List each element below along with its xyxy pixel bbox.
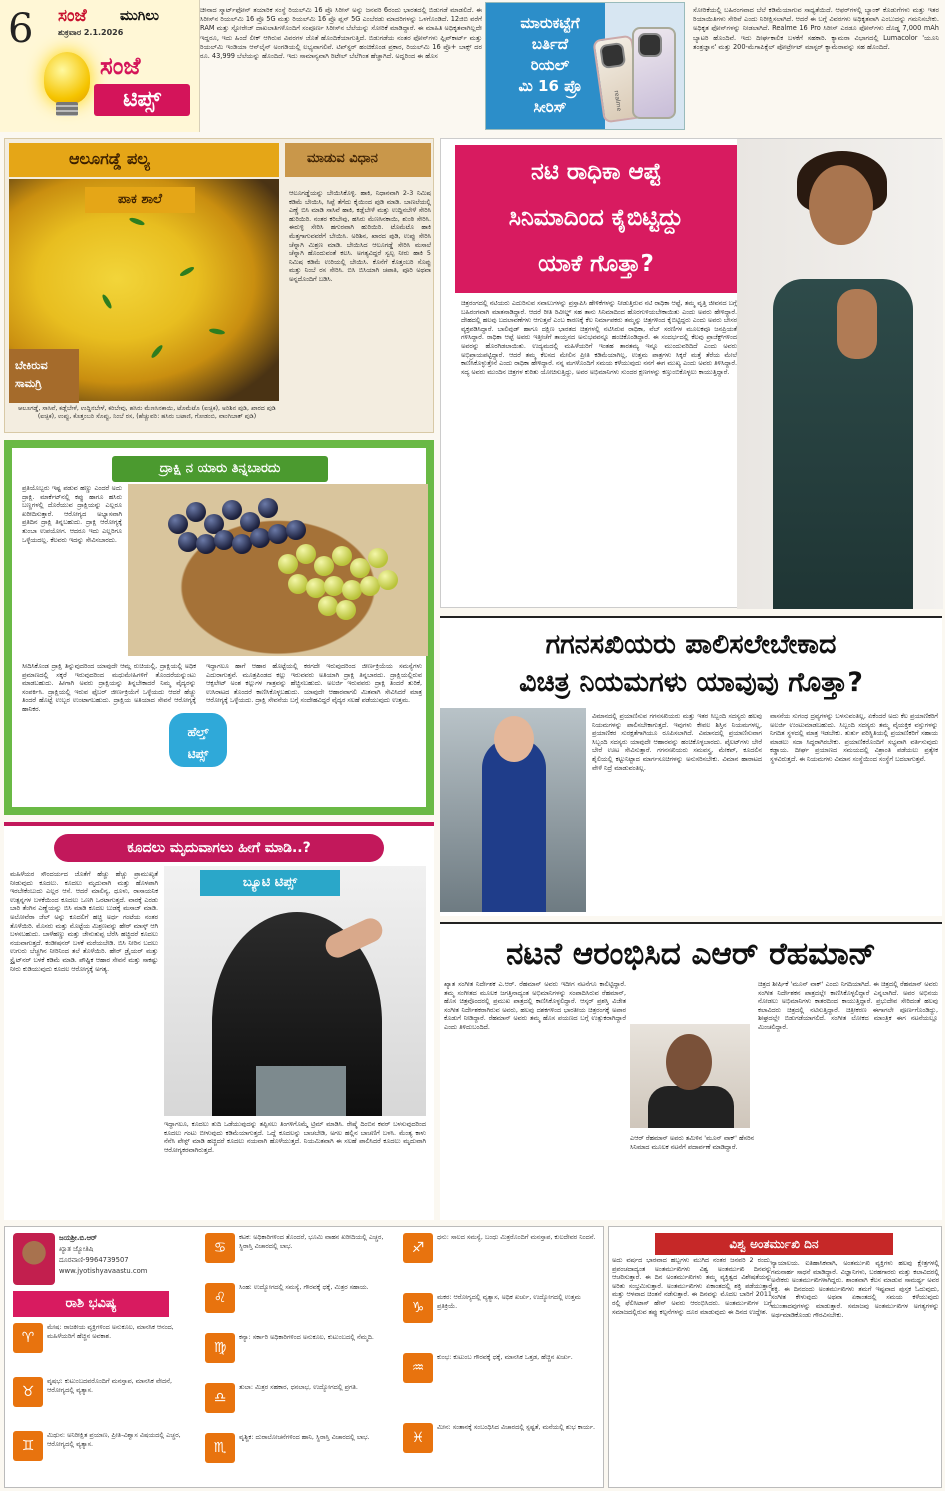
zodiac-icon: ♉ xyxy=(13,1377,43,1407)
kitchen-label: ಪಾಕ ಶಾಲೆ xyxy=(85,187,195,213)
zodiac-icon: ♊ xyxy=(13,1431,43,1461)
astrology-section xyxy=(4,1226,604,1488)
green-grape xyxy=(332,546,352,566)
rahman-headline: ನಟನೆ ಆರಂಭಿಸಿದ ಎಆರ್ ರೆಹಮಾನ್ xyxy=(506,936,876,972)
ad-line: ಸೀರಿಸ್ xyxy=(533,98,567,116)
zodiac-icon: ♌ xyxy=(205,1283,235,1313)
lightbulb-base-icon xyxy=(56,102,78,116)
zodiac-text: ಕುಂಭ: ಕುಟುಂಬ ಗೌರವಕ್ಕೆ ಧಕ್ಕೆ, ಮಾನಸಿಕ ಒತ್ತಡ, ಹೆಚ್ಚಿನ ಖರ್ಚು. xyxy=(437,1353,573,1361)
green-grape xyxy=(318,596,338,616)
green-grape xyxy=(342,580,362,600)
hair-image xyxy=(164,866,426,1116)
face-figure xyxy=(494,716,534,762)
purple-grape xyxy=(232,534,252,554)
phone-brand-label: realme xyxy=(612,89,623,112)
curry-leaf-icon xyxy=(179,265,195,277)
air-hostess-headline xyxy=(440,626,942,706)
grapes-text-col1: ಪ್ರತಿಯೊಬ್ಬರು ಇಷ್ಟ ಪಡುವ ಹಣ್ಣು ಎಂದರೆ ಅದು ದ್ರಾಕ್ಷಿ. ಮಾರ್ಕೆಟ್‌ನಲ್ಲಿ ಕಪ್ಪು ಹಾಗೂ ಹಸಿರು ಬಣ್ಣಗಳಲ್ಲಿ ದೊರೆಯುವ ದ್ರಾಕ್ಷಿಯನ್ನು ಎಲ್ಲರೂ ಖರೀದಿಸುತ್ತಾರೆ. ಆರೋಗ್ಯದ ಅಭ್ಯಾಸವಾಗಿ ಪ್ರತಿದಿನ ದ್ರಾಕ್ಷಿ ತಿನ್ನಬಹುದು. ದ್ರಾಕ್ಷಿ ಆರೋಗ್ಯಕ್ಕೆ ತುಂಬಾ ಉಪಯೋಗ. ಆದರೂ ಇದು ಎಲ್ಲರಿಗೂ ಒಳ್ಳೆಯದಲ್ಲ. ಕೆಲವರು ಇದನ್ನು ಸೇವಿಸಬಾರದು. xyxy=(22,484,122,544)
grapes-title: ದ್ರಾಕ್ಷಿ ನ ಯಾರು ತಿನ್ನಬಾರದು xyxy=(112,456,328,482)
curry-leaf-icon xyxy=(150,344,164,359)
recipe-section xyxy=(4,138,434,433)
purple-grape xyxy=(186,502,206,522)
headline-line: ಗಗನಸಖಿಯರು ಪಾಲಿಸಲೇಬೇಕಾದ xyxy=(545,629,837,660)
ad-line: ರಿಯಲ್ xyxy=(530,56,570,74)
astrologer-name: ಜಯಶ್ರೀ.ಬಿ.ಆರ್ xyxy=(59,1234,97,1242)
hostess-figure xyxy=(482,738,546,912)
badge-line: ಹೆಲ್ತ್ xyxy=(187,725,209,739)
ad-line: ಮಾರುಕಟ್ಟೆಗೆ xyxy=(520,14,580,32)
headline-line: ವಿಚಿತ್ರ ನಿಯಮಗಳು ಯಾವುವು ಗೊತ್ತಾ? xyxy=(519,667,863,698)
zodiac-icon: ♎ xyxy=(205,1383,235,1413)
recipe-method-title: ಮಾಡುವ ವಿಧಾನ xyxy=(285,143,431,177)
page-number: 6 xyxy=(8,6,34,52)
purple-grape xyxy=(196,534,216,554)
zodiac-icon: ♏ xyxy=(205,1433,235,1463)
ad-line: ಮಿ 16 ಪ್ರೊ xyxy=(518,77,582,95)
grapes-section xyxy=(4,440,434,815)
astrologer-info xyxy=(59,1233,169,1291)
green-grape xyxy=(314,556,334,576)
introverts-text-right: ನ್ಯಾಯಾಲಯ. ಐತಿಹಾಸಿಕವಾಗಿ, ಅಂತರ್ಮುಖಿ ವ್ಯಕ್ತಿಗಳು ಹಲವು ಕ್ಷೇತ್ರಗಳಲ್ಲಿ ಗಮನಾರ್ಹ ಸಾಧನೆ ಮಾಡಿದ್ದಾರೆ. ವಿಜ್ಞಾನಿಗಳು, ಬರಹಗಾರರು ಮತ್ತು ಕಲಾವಿದರಲ್ಲಿ ಅನೇಕರು ಅಂತರ್ಮುಖಿಗಳಾಗಿದ್ದರು. ಶಾಂತವಾಗಿ ಕೆಲಸ ಮಾಡುವ ಸಾಮರ್ಥ್ಯ ಅವರ ಶಕ್ತಿ. ಈ ದಿನದಂದು ಅಂತರ್ಮುಖಿಗಳು ತಮಗೆ ಇಷ್ಟವಾದ ಪುಸ್ತಕ ಓದುವುದು, ಸಂಗೀತ ಕೇಳುವುದು ಅಥವಾ ಏಕಾಂತದಲ್ಲಿ ಸಮಯ ಕಳೆಯುವುದು ಮುಂತಾದವುಗಳನ್ನು ಮಾಡುತ್ತಾರೆ. ಸಮಾಜವು ಅಂತರ್ಮುಖಿಗಳ ಅಗತ್ಯಗಳನ್ನು ಅರ್ಥಮಾಡಿಕೊಂಡು ಗೌರವಿಸಬೇಕು. xyxy=(771,1259,939,1319)
hair-text-col1: ಮಹಿಳೆಯರ ಸೌಂದರ್ಯದ ಜೊತೆಗೆ ಹೆಚ್ಚು ಹೆಚ್ಚು ಪ್ರಾಮುಖ್ಯತೆ ನೀಡುವುದು ಕೂದಲು. ಕೂದಲು ಮೃದುವಾಗಿ ಮತ್ತು ಹೊಳಪಾಗಿ ಇರಬೇಕೆಂಬುದು ಎಲ್ಲರ ಆಸೆ. ಆದರೆ ಮಾಲಿನ್ಯ, ಧೂಳು, ರಾಸಾಯನಿಕ ಉತ್ಪನ್ನಗಳ ಬಳಕೆಯಿಂದ ಕೂದಲು ಒಣಗಿ ಒರಟಾಗುತ್ತದೆ. ವಾರಕ್ಕೆ ಎರಡು ಬಾರಿ ತೆಂಗಿನ ಎಣ್ಣೆಯನ್ನು ಬಿಸಿ ಮಾಡಿ ಕೂದಲ ಬುಡಕ್ಕೆ ಮಸಾಜ್ ಮಾಡಿ. ಅಲೋವೆರಾ ಜೆಲ್ ಅನ್ನು ಕೂದಲಿಗೆ ಹಚ್ಚಿ ಅರ್ಧ ಗಂಟೆಯ ನಂತರ ತೊಳೆಯಿರಿ. ಮೊಸರು ಮತ್ತು ಮೊಟ್ಟೆಯ ಮಿಶ್ರಣವನ್ನು ಹೇರ್ ಮಾಸ್ಕ್ ಆಗಿ ಬಳಸಬಹುದು. ಬಾಳೆಹಣ್ಣು ಮತ್ತು ಜೇನುತುಪ್ಪ ಬೆರೆಸಿ ಹಚ್ಚಿದರೆ ಕೂದಲು ನಯವಾಗುತ್ತದೆ. ಕಂಡೀಷನರ್ ಬಳಕೆ ಮರೆಯಬೇಡಿ. ಬಿಸಿ ನೀರಿನ ಬದಲು ಉಗುರು ಬೆಚ್ಚಗಿನ ನೀರಿನಿಂದ ತಲೆ ತೊಳೆಯಿರಿ. ಹೇರ್ ಡ್ರೈಯರ್ ಮತ್ತು ಸ್ಟ್ರೈಟ್‌ನರ್ ಬಳಕೆ ಕಡಿಮೆ ಮಾಡಿ. ಪೌಷ್ಟಿಕ ಆಹಾರ ಸೇವನೆ ಮತ್ತು ಸಾಕಷ್ಟು ನೀರು ಕುಡಿಯುವುದು ಕೂದಲ ಆರೋಗ್ಯಕ್ಕೆ ಅಗತ್ಯ. xyxy=(10,870,158,973)
zodiac-icon: ♐ xyxy=(403,1233,433,1263)
introverts-text-left: ಅದು ವರ್ಷದ ಭಾರವಾದ ಹಬ್ಬಗಳು ಮುಗಿದ ನಂತರ ಜನವರಿ 2 ರಂದು, ಪ್ರಪಂಚದಾದ್ಯಂತ ಅಂತರ್ಮುಖಿಗಳು ವಿಶ್ವ ಅಂತರ್ಮುಖಿ ದಿನವನ್ನು ಆಚರಿಸುತ್ತಾರೆ. ಈ ದಿನ ಅಂತರ್ಮುಖಿಗಳು ತಮ್ಮ ವ್ಯಕ್ತಿತ್ವದ ವಿಶೇಷತೆಯನ್ನು ಅರಿತು ಸಂಭ್ರಮಿಸುತ್ತಾರೆ. ಅಂತರ್ಮುಖಿಗಳು ಏಕಾಂತದಲ್ಲಿ ಶಕ್ತಿ ಪಡೆಯುತ್ತಾರೆ ಮತ್ತು ಆಳವಾದ ಚಿಂತನೆ ನಡೆಸುತ್ತಾರೆ. ಈ ದಿನವನ್ನು ಮೊದಲ ಬಾರಿಗೆ 2011 ರಲ್ಲಿ ಫೆಲಿಸಿಟಾಸ್ ಹೇನ್ ಅವರು ಆರಂಭಿಸಿದರು. ಅಂತರ್ಮುಖಿಗಳ ಬಗ್ಗೆ ಸಮಾಜದಲ್ಲಿರುವ ತಪ್ಪು ಕಲ್ಪನೆಗಳನ್ನು ದೂರ ಮಾಡುವುದು ಈ ದಿನದ ಉದ್ದೇಶ. xyxy=(612,1256,772,1316)
hair-text-col2: ಇದ್ದಾಗಲೂ, ಕೂದಲು ತುದಿ ಒಡೆಯುವುದನ್ನು ತಪ್ಪಿಸಲು ತಿಂಗಳಿಗೊಮ್ಮೆ ಟ್ರಿಮ್ ಮಾಡಿಸಿ. ರೇಷ್ಮೆ ದಿಂಬಿನ ಕವರ್ ಬಳಸುವುದರಿಂದ ಕೂದಲು ಗಂಟು ಬೀಳುವುದು ಕಡಿಮೆಯಾಗುತ್ತದೆ. ಒದ್ದೆ ಕೂದಲನ್ನು ಬಾಚಬೇಡಿ, ಅಗಲ ಹಲ್ಲಿನ ಬಾಚಣಿಗೆ ಬಳಸಿ. ಮೆಂತ್ಯ ಕಾಳು ನೆನೆಸಿ ಪೇಸ್ಟ್ ಮಾಡಿ ಹಚ್ಚಿದರೆ ಕೂದಲು ನಯವಾಗಿ ಹೊಳೆಯುತ್ತದೆ. ನಿಯಮಿತವಾಗಿ ಈ ಸಲಹೆ ಪಾಲಿಸಿದರೆ ಕೂದಲು ಮೃದುವಾಗಿ ಆರೋಗ್ಯಕರವಾಗಿರುತ್ತದೆ. xyxy=(164,1120,426,1154)
rahman-text-col2: ಚಿತ್ರದ ಶೀರ್ಷಿಕೆ 'ಮೂನ್ ವಾಕ್' ಎಂದು ನಿಗದಿಯಾಗಿದೆ. ಈ ಚಿತ್ರದಲ್ಲಿ ರೆಹಮಾನ್ ಅವರು ಸಂಗೀತ ನಿರ್ದೇಶಕನ ಪಾತ್ರದಲ್ಲೇ ಕಾಣಿಸಿಕೊಳ್ಳಲಿದ್ದಾರೆ ಎನ್ನಲಾಗಿದೆ. ಅವರ ಅಭಿನಯ ನೋಡಲು ಅಭಿಮಾನಿಗಳು ಕಾತರದಿಂದ ಕಾಯುತ್ತಿದ್ದಾರೆ. ಪ್ರಭುದೇವ ಸೇರಿದಂತೆ ಹಲವು ಕಲಾವಿದರು ಚಿತ್ರದಲ್ಲಿ ನಟಿಸುತ್ತಿದ್ದಾರೆ. ಚಿತ್ರೀಕರಣ ಈಗಾಗಲೇ ಪೂರ್ಣಗೊಂಡಿದ್ದು, ಶೀಘ್ರದಲ್ಲೇ ಬಿಡುಗಡೆಯಾಗಲಿದೆ. ಸಂಗೀತ ಲೋಕದ ಮಾಂತ್ರಿಕ ಈಗ ನಟನೆಯಲ್ಲೂ ಮಿಂಚಲಿದ್ದಾರೆ. xyxy=(758,980,938,1031)
hair-section xyxy=(4,822,434,1220)
zodiac-text: ಮೀನ: ಸಂತಾನಕ್ಕೆ ಸಂಬಂಧಿಸಿದ ವಿಚಾರದಲ್ಲಿ ಸ್ಪಷ್ಟತೆ, ಮನೆಯಲ್ಲಿ ಶುಭ ಕಾರ್ಯ. xyxy=(437,1423,596,1431)
air-hostess-photo xyxy=(440,708,586,912)
zodiac-text: ವೃಶ್ಚಿಕ: ದುರಾಲೋಚನೆಗಳಿಂದ ಹಾನಿ, ಸ್ಥಿರಾಸ್ತಿ ವಿಚಾರದಲ್ಲಿ ಲಾಭ. xyxy=(239,1433,370,1441)
lightbulb-icon xyxy=(44,52,90,104)
zodiac-text: ಮಿಥುನ: ಅನಿರೀಕ್ಷಿತ ಪ್ರಯಾಣ, ಪ್ರೀತಿ-ವಿಶ್ವಾಸ ವಿಷಯದಲ್ಲಿ ಎಚ್ಚರ, ಆರೋಗ್ಯದಲ್ಲಿ ವ್ಯತ್ಯಾಸ. xyxy=(47,1431,181,1448)
astrologer-phone: ದೂರವಾಣಿ-9964739507 xyxy=(59,1256,129,1264)
astrologer-website[interactable]: www.jyotishyavaastu.com xyxy=(59,1267,148,1275)
zodiac-icon: ♓ xyxy=(403,1423,433,1453)
rahman-article xyxy=(440,922,942,1220)
radhika-headline xyxy=(455,145,737,293)
air-text-col1: ವಿಮಾನದಲ್ಲಿ ಪ್ರಯಾಣಿಸುವ ಗಗನಸಖಿಯರು ಮತ್ತು ಇತರ ಸಿಬ್ಬಂದಿ ಸದಸ್ಯರು ಹಲವು ನಿಯಮಗಳನ್ನು ಪಾಲಿಸಬೇಕಾಗುತ್ತದೆ. ಇವುಗಳು ಕೇವಲ ಶಿಸ್ತಿನ ನಿಯಮಗಳಲ್ಲ, ಪ್ರಯಾಣಿಕರ ಸುರಕ್ಷತೆಗಾಗಿಯೂ ರೂಪಿಸಲಾಗಿದೆ. ವಿಮಾನದಲ್ಲಿ ಪ್ರಯಾಣಿಸುವಾಗ ಸಿಬ್ಬಂದಿ ಸದಸ್ಯರು ಯಾವುದೇ ಆಹಾರವನ್ನು ಹಂಚಿಕೊಳ್ಳಬಾರದು. ಪೈಲಟ್‌ಗಳು ಬೇರೆ ಬೇರೆ ಊಟ ಸೇವಿಸುತ್ತಾರೆ. ಗಗನಸಖಿಯರು ಸಮವಸ್ತ್ರ, ಮೇಕಪ್, ಕೂದಲಿನ ಶೈಲಿಯಲ್ಲಿ ಕಟ್ಟುನಿಟ್ಟಾದ ಮಾರ್ಗಸೂಚಿಗಳನ್ನು ಅನುಸರಿಸಬೇಕು. ವಿಮಾನ ಹಾರಾಟದ ವೇಳೆ ನಿದ್ರೆ ಮಾಡುವಂತಿಲ್ಲ. xyxy=(592,712,762,772)
radhika-body-text: ಚಿತ್ರರಂಗದಲ್ಲಿ ನಟಿಯರು ಎದುರಿಸುವ ಸವಾಲುಗಳನ್ನು ಪ್ರಸ್ತಾಪಿಸಿ ಹೇಳಿಕೆಗಳನ್ನು ನೀಡುತ್ತಿರುವ ನಟಿ ರಾಧಿಕಾ ಆಪ್ಟೆ, ತಮ್ಮ ವೃತ್ತಿ ಜೀವನದ ಬಗ್ಗೆ ಬಹಿರಂಗವಾಗಿ ಮಾತನಾಡಿದ್ದಾರೆ. ಆದರೆ ರೀತಿ ರಿವೀಲ್ಡ್ ಸಹ ತಾನು ಸಿನಿಮಾದಿಂದ ಹೊರಗುಳಿಯಬೇಕಾಯಿತು ಎಂದು ಅವರು ಹೇಳಿದ್ದಾರೆ. ದೇಹದಲ್ಲಿ ಹಲವು ಬದಲಾವಣೆಗಳು ಆಗುತ್ತವೆ ಎಂಬ ಕಾರಣಕ್ಕೆ ಕೆಲ ನಿರ್ಮಾಪಕರು ತಮ್ಮನ್ನು ಚಿತ್ರಗಳಿಂದ ಕೈಬಿಟ್ಟಿದ್ದರು ಎಂದು ಅವರು ಬೇಸರ ವ್ಯಕ್ತಪಡಿಸಿದ್ದಾರೆ. ಬಾಲಿವುಡ್ ಹಾಗೂ ದಕ್ಷಿಣ ಭಾರತದ ಚಿತ್ರಗಳಲ್ಲಿ ನಟಿಸಿರುವ ರಾಧಿಕಾ, ವೆಬ್ ಸರಣಿಗಳ ಮೂಲಕವೂ ಜನಪ್ರಿಯತೆ ಗಳಿಸಿದ್ದಾರೆ. ರಾಧಿಕಾ ಆಪ್ಟೆ ಅವರು ಇತ್ತೀಚೆಗೆ ತಾಯ್ತನದ ಅನುಭವವನ್ನೂ ಹಂಚಿಕೊಂಡಿದ್ದಾರೆ. ಈ ಸಂದರ್ಭದಲ್ಲಿ ಕೆಲವು ಪ್ರಾಜೆಕ್ಟ್‌ಗಳಿಂದ ಅವರನ್ನು ಹೊರಗಿಡಲಾಯಿತು. ಉದ್ಯಮದಲ್ಲಿ ಮಹಿಳೆಯರಿಗೆ ಇಂತಹ ತಾರತಮ್ಯ ಇನ್ನೂ ಮುಂದುವರಿದಿದೆ ಎಂದು ಅವರು ಅಭಿಪ್ರಾಯಪಟ್ಟಿದ್ದಾರೆ. ಆದರೆ ತಮ್ಮ ಕೆಲಸದ ಮೇಲಿನ ಪ್ರೀತಿ ಕಡಿಮೆಯಾಗಿಲ್ಲ, ಉತ್ತಮ ಪಾತ್ರಗಳು ಸಿಕ್ಕರೆ ಮತ್ತೆ ತೆರೆಯ ಮೇಲೆ ಕಾಣಿಸಿಕೊಳ್ಳುತ್ತೇನೆ ಎಂದು ರಾಧಿಕಾ ಹೇಳಿದ್ದಾರೆ. ನನ್ನ ಮಗಳೊಂದಿಗೆ ಸಮಯ ಕಳೆಯುವುದು ನನಗೆ ಈಗ ಮುಖ್ಯ ಎಂದು ಅವರು ತಿಳಿಸಿದ್ದಾರೆ. ಸದ್ಯ ಅವರು ಮುಂದಿನ ಚಿತ್ರಗಳ ಕುರಿತು ಯೋಚಿಸುತ್ತಿದ್ದು, ಅವರ ಅಭಿಮಾನಿಗಳು ಸುಂದರ ಕ್ಷಣಗಳನ್ನು ಕಣ್ತುಂಬಿಕೊಳ್ಳಲು ಕಾಯುತ್ತಿದ್ದಾರೆ. xyxy=(461,299,737,376)
beauty-tips-badge: ಬ್ಯೂಟಿ ಟಿಪ್ಸ್ xyxy=(200,870,340,896)
green-grape xyxy=(378,570,398,590)
zodiac-icon: ♍ xyxy=(205,1333,235,1363)
zodiac-text: ಧನು: ಸಾಲದ ಸಮಸ್ಯೆ, ಬಂಧು ಮಿತ್ರರೊಂದಿಗೆ ಮನಸ್ತಾಪ, ಕುಲದೇವರ ನಿಂದನೆ. xyxy=(437,1233,596,1241)
hair-title: ಕೂದಲು ಮೃದುವಾಗಲು ಹೀಗೆ ಮಾಡಿ..? xyxy=(54,834,384,862)
zodiac-text: ಸಿಂಹ: ಉದ್ಯೋಗದಲ್ಲಿ ಸಮಸ್ಯೆ, ಗೌರವಕ್ಕೆ ಧಕ್ಕೆ, ಮಿತ್ರರ ಸಹಾಯ. xyxy=(239,1283,369,1291)
headline-line: ಯಾಕೆ ಗೊತ್ತಾ? xyxy=(538,251,654,277)
curry-leaf-icon xyxy=(129,216,146,226)
camera-icon xyxy=(640,35,660,55)
arm-figure xyxy=(837,289,877,359)
purple-grape xyxy=(286,520,306,540)
purple-grape xyxy=(222,500,242,520)
zodiac-text: ತುಲಾ: ಮಿತ್ರರ ಸಹಕಾರ, ಧನಲಾಭ, ಉದ್ಯೋಗದಲ್ಲಿ ಪ್ರಗತಿ. xyxy=(239,1383,358,1391)
headline-line: ಸಿನಿಮಾದಿಂದ ಕೈಬಿಟ್ಟಿದ್ದು xyxy=(508,205,684,231)
phone-ad xyxy=(485,2,685,130)
grapes-basket-image xyxy=(128,484,428,656)
green-grape xyxy=(296,544,316,564)
ad-line: ಬರ್ತಿದೆ xyxy=(531,35,569,53)
face-figure xyxy=(809,165,873,245)
tips-logo-top: ಸಂಜೆ xyxy=(100,52,141,80)
zodiac-text: ಕಟಕ: ಅಧಿಕಾರಿಗಳಿಂದ ತೊಂದರೆ, ಭೂಮಿ ವಾಹನ ಖರೀದಿಯಲ್ಲಿ ಎಚ್ಚರ, ಸ್ಥಿರಾಸ್ತಿ ವಿಚಾರದಲ್ಲಿ ಲಾಭ. xyxy=(239,1233,384,1250)
purple-grape xyxy=(178,532,198,552)
zodiac-icon: ♒ xyxy=(403,1353,433,1383)
zodiac-text: ಮಕರ: ಆರೋಗ್ಯದಲ್ಲಿ ವ್ಯತ್ಯಾಸ, ಅಧಿಕ ಖರ್ಚು, ಉದ್ಯೋಗದಲ್ಲಿ ಉತ್ತಮ ಪ್ರತಿಕ್ರಿಯೆ. xyxy=(437,1293,581,1310)
top-news-article: ಚೀನಾದ ಸ್ಮಾರ್ಟ್‌ಫೋನ್ ತಯಾರಿಕ ಸಂಸ್ಥೆ ರಿಯಲ್‌ಮಿ 16 ಪ್ರೊ ಸಿರೀಸ್ ಅನ್ನು ಜನವರಿ 6ರಂದು ಭಾರತದಲ್ಲಿ ಬಿಡುಗಡೆ ಮಾಡಲಿದೆ. ಈ ಸಿರೀಸ್‌ನ ರಿಯಲ್‌ಮಿ 16 ಪ್ರೊ 5G ಮತ್ತು ರಿಯಲ್‌ಮಿ 16 ಪ್ರೊ ಪ್ಲಸ್ 5G ಎಂಬೆರಡು ಮಾದರಿಗಳನ್ನು ಒಳಗೊಂಡಿದೆ. 12ಜಿಬಿ ವರೆಗೆ RAM ಮತ್ತು ಸ್ಟೋರೇಜ್ ದಾಖಲಾತಿಗಳೊಂದಿಗೆ ಸಂಪೂರ್ಣ ಸಿರೀಸ್‌ನ ಬೆಲೆಯನ್ನು ಸೋರಿಕೆ ಮಾಡಿದ್ದಾರೆ. ಈ ಮಾಹಿತಿ ಅಧಿಕೃತವಾಗಿಲ್ಲದೇ ಇದ್ದರೂ, ಇದು ಹಿಂದೆ ಲೀಕ್ ಆಗಿರುವ ವಿವರಗಳ ಜೊತೆ ಹೊಂದಿಕೆಯಾಗುತ್ತಿದೆ. ಬಿಡುಗಡೆಯ ನಂತರ ಫೋನ್‌ಗಳು ಫ್ಲಿಪ್‌ಕಾರ್ಟ್ ಮತ್ತು ರಿಯಲ್‌ಮಿ ಇಂಡಿಯಾ ಆನ್‌ಲೈನ್ ಅಂಗಡಿಯಲ್ಲಿ ಲಭ್ಯವಾಗಲಿವೆ. ಟಿಪ್‌ಸ್ಟರ್ ಹಂಚಿಕೊಂಡ ಪ್ರಕಾರ, ರಿಯಲ್‌ಮಿ 16 ಪ್ರೊ+ ಬಾಕ್ಸ್ ದರ ರೂ. 43,999 ಬೆಲೆಯನ್ನು ಹೊಂದಿದೆ. ಇದು ಸಾಮಾನ್ಯವಾಗಿ ರಿಟೇಲ್ ಬೆಲೆಗಿಂತ ಹೆಚ್ಚಾಗಿದೆ. ಅದ್ದರಿಂದ ಈ ಹೊಸ xyxy=(200,6,482,61)
camera-icon xyxy=(601,44,624,67)
green-grape xyxy=(278,554,298,574)
green-grape xyxy=(336,600,356,620)
green-grape xyxy=(306,578,326,598)
face-figure xyxy=(666,1034,712,1090)
purple-grape xyxy=(268,524,288,544)
newspaper-brand: ಸಂಜೆ xyxy=(58,6,87,26)
astrologer-avatar xyxy=(13,1233,55,1285)
zodiac-icon: ♈ xyxy=(13,1323,43,1353)
rahman-text-mid: ಎಆರ್ ರೆಹಮಾನ್ ಅವರು ತಮಿಳಿನ 'ಮೂನ್ ವಾಕ್' ಹೆಸರಿನ ಸಿನಿಮಾದ ಮೂಲಕ ನಟನೆಗೆ ಪದಾರ್ಪಣೆ ಮಾಡಿದ್ದಾರೆ. xyxy=(630,1134,754,1151)
green-grape xyxy=(368,548,388,568)
purple-grape xyxy=(250,528,270,548)
purple-grape xyxy=(214,530,234,550)
masthead xyxy=(0,0,200,132)
curry-leaf-icon xyxy=(101,293,113,309)
phone-ad-headline xyxy=(494,13,606,118)
astrologer-title: ಖ್ಯಾತ ಜ್ಯೋತಿಷಿ xyxy=(59,1245,94,1253)
grapes-text-col2: ಸೀದಿಸಿಕೊಂಡ ದ್ರಾಕ್ಷಿ ತಿನ್ನುವುದರಿಂದ ಯಾವುದೇ ಆಮ್ಲ ರುಚಿಯಲ್ಲಿ, ದ್ರಾಕ್ಷಿಯಲ್ಲಿ ಅಧಿಕ ಪ್ರಮಾಣದಲ್ಲಿ ಸಕ್ಕರೆ ಇರುವುದರಿಂದ ಮಧುಮೇಹಿಗಳಿಗೆ ತೊಂದರೆಯನ್ನುಂಟು ಮಾಡಬಹುದು. ಹೀಗಾಗಿ ಅವರು ದ್ರಾಕ್ಷಿಯನ್ನು ತಿನ್ನಬೇಕಾದರೆ ನಿಮ್ಮ ವೈದ್ಯರನ್ನು ಸಂಪರ್ಕಿಸಿ. ದ್ರಾಕ್ಷಿಯಲ್ಲಿ ಇರುವ ಫೈಬರ್ ಜೀರ್ಣಕ್ರಿಯೆಗೆ ಒಳ್ಳೆಯದು ಆದರೆ ಹೆಚ್ಚು ತಿಂದರೆ ಹೊಟ್ಟೆ ಉಬ್ಬರ ಉಂಟಾಗಬಹುದು. ದ್ರಾಕ್ಷಿಯ ಅತಿಯಾದ ಸೇವನೆ ಆರೋಗ್ಯಕ್ಕೆ ಹಾನಿಕರ. xyxy=(22,662,196,713)
air-text-col2: ವಾಸನೆಯ ಸುಗಂಧ ದ್ರವ್ಯಗಳನ್ನು ಬಳಸುವಂತಿಲ್ಲ, ಏಕೆಂದರೆ ಅದು ಕೆಲ ಪ್ರಯಾಣಿಕರಿಗೆ ಅಲರ್ಜಿ ಉಂಟುಮಾಡಬಹುದು. ಸಿಬ್ಬಂದಿ ಸದಸ್ಯರು ತಮ್ಮ ವೈಯಕ್ತಿಕ ವಸ್ತುಗಳನ್ನು ನಿಗದಿತ ಸ್ಥಳದಲ್ಲಿ ಮಾತ್ರ ಇಡಬೇಕು. ತುರ್ತು ಪರಿಸ್ಥಿತಿಯಲ್ಲಿ ಪ್ರಯಾಣಿಕರಿಗೆ ಸಹಾಯ ಮಾಡಲು ಸದಾ ಸಿದ್ಧರಾಗಿರಬೇಕು. ಪ್ರಯಾಣಿಕರೊಂದಿಗೆ ಸಭ್ಯವಾಗಿ ವರ್ತಿಸುವುದು ಕಡ್ಡಾಯ. ದೀರ್ಘ ಪ್ರಯಾಣದ ಸಮಯದಲ್ಲಿ ವಿಶ್ರಾಂತಿ ಪಡೆಯಲು ಪ್ರತ್ಯೇಕ ಸ್ಥಳವಿರುತ್ತದೆ. ಈ ನಿಯಮಗಳು ವಿಮಾನ ಸಂಸ್ಥೆಯಿಂದ ಸಂಸ್ಥೆಗೆ ಬದಲಾಗುತ್ತವೆ. xyxy=(770,712,938,763)
tips-logo-bottom: ಟಿಪ್ಸ್ xyxy=(94,84,190,116)
headline-line: ನಟಿ ರಾಧಿಕಾ ಆಪ್ಟೆ xyxy=(531,159,661,185)
zodiac-text: ಕನ್ಯಾ: ಸರ್ಕಾರಿ ಅಧಿಕಾರಿಗಳಿಂದ ಅನುಕೂಲ, ಕುಟುಂಬದಲ್ಲಿ ನೆಮ್ಮದಿ. xyxy=(239,1333,374,1341)
zodiac-icon: ♑ xyxy=(403,1293,433,1323)
green-grape xyxy=(288,574,308,594)
zodiac-text: ಮೇಷ: ರಾಜಕೀಯ ವ್ಯಕ್ತಿಗಳಿಂದ ಅನುಕೂಲ, ಮಾನಸಿಕ ಆನಂದ, ಮಹಿಳೆಯರಿಗೆ ಹೆಚ್ಚಿನ ಅವಕಾಶ. xyxy=(47,1323,174,1340)
issue-date: ಶುಕ್ರವಾರ 2.1.2026 xyxy=(58,28,124,37)
zodiac-text: ವೃಷಭ: ಕುಟುಂಬದವರೊಂದಿಗೆ ಮನಸ್ತಾಪ, ಮಾನಸಿಕ ವೇದನೆ, ಆರೋಗ್ಯದಲ್ಲಿ ವ್ಯತ್ಯಾಸ. xyxy=(47,1377,173,1394)
recipe-method-text: ಆಲೂಗಡ್ಡೆಯನ್ನು ಬೇಯಿಸಿಕೊಳ್ಳಿ. ಹಾಕಿ, ನಿಧಾನವಾಗಿ 2-3 ನಿಮಿಷ ಕಡಿಮೆ ಬೇಯಿಸಿ, ಸಿಪ್ಪೆ ತೆಗೆದು ಕೈಯಿಂದ ಪುಡಿ ಮಾಡಿ. ಬಾಣಲೆಯಲ್ಲಿ ಎಣ್ಣೆ ಬಿಸಿ ಮಾಡಿ ಸಾಸಿವೆ ಹಾಕಿ, ಕಡ್ಲೆಬೇಳೆ ಮತ್ತು ಉದ್ದಿನಬೇಳೆ ಸೇರಿಸಿ ಹುರಿಯಿರಿ. ನಂತರ ಕರಿಬೇವು, ಹಸಿರು ಮೆಣಸಿನಕಾಯಿ, ಶುಂಠಿ ಸೇರಿಸಿ. ಈರುಳ್ಳಿ ಸೇರಿಸಿ ಹಗುರವಾಗಿ ಹುರಿಯಿರಿ. ಟೊಮೆಟೊ ಹಾಕಿ ಮೆತ್ತಗಾಗುವವರೆಗೆ ಬೇಯಿಸಿ. ಅರಿಶಿನ, ಖಾರದ ಪುಡಿ, ಉಪ್ಪು ಸೇರಿಸಿ ಚೆನ್ನಾಗಿ ಮಿಶ್ರಣ ಮಾಡಿ. ಬೇಯಿಸಿದ ಆಲೂಗಡ್ಡೆ ಸೇರಿಸಿ ಮಸಾಲೆ ಚೆನ್ನಾಗಿ ಹೊಂದುವಂತೆ ಕಲಸಿ. ಅಗತ್ಯವಿದ್ದರೆ ಸ್ವಲ್ಪ ನೀರು ಹಾಕಿ 5 ನಿಮಿಷ ಕಡಿಮೆ ಉರಿಯಲ್ಲಿ ಬೇಯಿಸಿ. ಕೊನೆಗೆ ಕೊತ್ತಂಬರಿ ಸೊಪ್ಪು ಮತ್ತು ನಿಂಬೆ ರಸ ಸೇರಿಸಿ. ಬಿಸಿ ಬಿಸಿಯಾಗಿ ಚಪಾತಿ, ಪೂರಿ ಅಥವಾ ಅನ್ನದೊಂದಿಗೆ ಬಡಿಸಿ. xyxy=(289,189,431,283)
phone-image-2 xyxy=(632,27,676,119)
green-grape xyxy=(360,576,380,596)
phone-news-article: ಸೋರಿಕೆಯಲ್ಲಿ ಬಹಿರಂಗವಾದ ಬೆಲೆ ಕಡಿಮೆಯಾಗುವ ಸಾಧ್ಯತೆಯಿದೆ. ಆಫರ್‌ಗಳಲ್ಲಿ ಬ್ಯಾಂಕ್ ಕೊಡುಗೆಗಳು ಮತ್ತು ಇತರ ರಿಯಾಯಿತಿಗಳು ಸೇರಿವೆ ಎಂದು ನಿರೀಕ್ಷಿಸಲಾಗಿದೆ. ಆದರೆ ಈ ಬಗ್ಗೆ ವಿವರಗಳು ಅಧಿಕೃತವಾಗಿ ಎಂಬುದನ್ನು ಗಮನಿಸಬೇಕು. ಅಧಿಕೃತ ಫೋನ್‌ಗಳನ್ನು ನೀಡಲಾಗಿದೆ. Realme 16 Pro ಸಿರೀಸ್ ಎರಡೂ ಫೋನ್‌ಗಳು ದೊಡ್ಡ 7,000 mAh ಬ್ಯಾಟರಿ ಹೊಂದಿವೆ. ಇದು ದೀರ್ಘಕಾಲಿಕ ಬಳಕೆಗೆ ಸಹಕಾರಿ. ಕ್ಯಾಮರಾ ವಿಭಾಗದಲ್ಲಿ Lumacolor 'ಯೂನಿ ತಂತ್ರಜ್ಞಾನ' ಮತ್ತು 200-ಮೆಗಾಪಿಕ್ಸೆಲ್ ಪೋರ್ಟ್ರೇಟ್ ಮಾಸ್ಟರ್ ಕ್ಯಾಮೆರಾವನ್ನು ಸಹ ಹೊಂದಿದೆ. xyxy=(693,6,939,51)
green-grape xyxy=(324,576,344,596)
rahman-photo xyxy=(630,1024,750,1128)
horoscope-title: ರಾಶಿ ಭವಿಷ್ಯ xyxy=(13,1291,169,1317)
radhika-photo xyxy=(737,139,943,609)
zodiac-icon: ♋ xyxy=(205,1233,235,1263)
curry-leaf-icon xyxy=(209,328,226,336)
grapes-text-col3: ಇದ್ದಾಗಲೂ ಹಾಗೆ ಆಹಾರ ಹೊಟ್ಟೆಯಲ್ಲಿ ಕರಗದೇ ಇರುವುದರಿಂದ ಜೀರ್ಣಕ್ರಿಯೆಯ ಸಮಸ್ಯೆಗಳು ಎದುರಾಗುತ್ತವೆ. ಮೂತ್ರಪಿಂಡದ ಕಲ್ಲು ಇರುವವರು ಅತಿಯಾಗಿ ದ್ರಾಕ್ಷಿ ತಿನ್ನಬಾರದು. ದ್ರಾಕ್ಷಿಯಲ್ಲಿರುವ ಆಕ್ಸಲೇಟ್ ಅಂಶ ಕಲ್ಲುಗಳ ಗಾತ್ರವನ್ನು ಹೆಚ್ಚಿಸಬಹುದು. ಅಲರ್ಜಿ ಇರುವವರು ದ್ರಾಕ್ಷಿ ತಿಂದರೆ ತುರಿಕೆ, ಉಸಿರಾಟದ ತೊಂದರೆ ಕಾಣಿಸಿಕೊಳ್ಳಬಹುದು. ಯಾವುದೇ ಆಹಾರವಾಗಲಿ ಮಿತವಾಗಿ ಸೇವಿಸಿದರೆ ಮಾತ್ರ ಆರೋಗ್ಯಕ್ಕೆ ಒಳ್ಳೆಯದು. ದ್ರಾಕ್ಷಿ ಸೇವನೆಯ ಬಗ್ಗೆ ಸಂದೇಹವಿದ್ದರೆ ವೈದ್ಯರ ಸಲಹೆ ಪಡೆಯುವುದು ಉತ್ತಮ. xyxy=(206,662,422,705)
rahman-text-col1: ಖ್ಯಾತ ಸಂಗೀತ ನಿರ್ದೇಶಕ ಎ.ಆರ್. ರೆಹಮಾನ್ ಅವರು ಇದೀಗ ನಟನೆಗೂ ಕಾಲಿಟ್ಟಿದ್ದಾರೆ. ತಮ್ಮ ಸಂಗೀತದ ಮೂಲಕ ಜಗತ್ತಿನಾದ್ಯಂತ ಅಭಿಮಾನಿಗಳನ್ನು ಸಂಪಾದಿಸಿರುವ ರೆಹಮಾನ್, ಹೊಸ ಚಿತ್ರವೊಂದರಲ್ಲಿ ಪ್ರಮುಖ ಪಾತ್ರದಲ್ಲಿ ಕಾಣಿಸಿಕೊಳ್ಳಲಿದ್ದಾರೆ. ಆಸ್ಕರ್ ಪ್ರಶಸ್ತಿ ವಿಜೇತ ಸಂಗೀತ ನಿರ್ದೇಶಕರಾಗಿರುವ ಅವರು, ಹಲವು ದಶಕಗಳಿಂದ ಭಾರತೀಯ ಚಿತ್ರರಂಗಕ್ಕೆ ಅಪಾರ ಕೊಡುಗೆ ನೀಡಿದ್ದಾರೆ. ರೆಹಮಾನ್ ಅವರು ತಮ್ಮ ಹೊಸ ಪಯಣದ ಬಗ್ಗೆ ಉತ್ಸುಕರಾಗಿದ್ದಾರೆ ಎಂದು ತಿಳಿದುಬಂದಿದೆ. xyxy=(444,980,626,1031)
recipe-ingredients-text: ಆಲೂಗಡ್ಡೆ, ಸಾಸಿವೆ, ಕಡ್ಲೆಬೇಳೆ, ಉದ್ದಿನಬೇಳೆ, ಕರಿಬೇವು, ಹಸಿರು ಮೆಣಸಿನಕಾಯಿ, ಟೊಮೆಟೊ (ಐಚ್ಛಿಕ), ಅರಿಶಿನ ಪುಡಿ, ಖಾರದ ಪುಡಿ (ಐಚ್ಛಿಕ), ಉಪ್ಪು, ಕೊತ್ತಂಬರಿ ಸೊಪ್ಪು, ನಿಂಬೆ ರಸ, (ಹೆಚ್ಚುವರಿ: ಹಸಿರು ಬಟಾಣಿ, ಗೋಡಂಬಿ, ವಾಂಗಿಬಾತ್ ಪುಡಿ) xyxy=(18,405,276,421)
radhika-article xyxy=(440,138,942,608)
green-grape xyxy=(350,558,370,578)
body-figure xyxy=(648,1086,734,1128)
ingredients-label: ಬೇಕಿರುವ ಸಾಮಗ್ರಿ xyxy=(9,349,79,403)
recipe-title: ಆಲೂಗಡ್ಡೆ ಪಲ್ಯ xyxy=(9,143,279,177)
introverts-title: ವಿಶ್ವ ಅಂತರ್ಮುಖಿ ದಿನ xyxy=(655,1233,893,1255)
newspaper-brand-2: ಮುಗಿಲು xyxy=(120,8,159,24)
purple-grape xyxy=(168,514,188,534)
badge-line: ಟಿಪ್ಸ್ xyxy=(187,747,209,761)
top-figure xyxy=(256,1066,346,1116)
health-tips-badge xyxy=(166,710,230,770)
purple-grape xyxy=(258,498,278,518)
air-hostess-article xyxy=(440,616,942,916)
